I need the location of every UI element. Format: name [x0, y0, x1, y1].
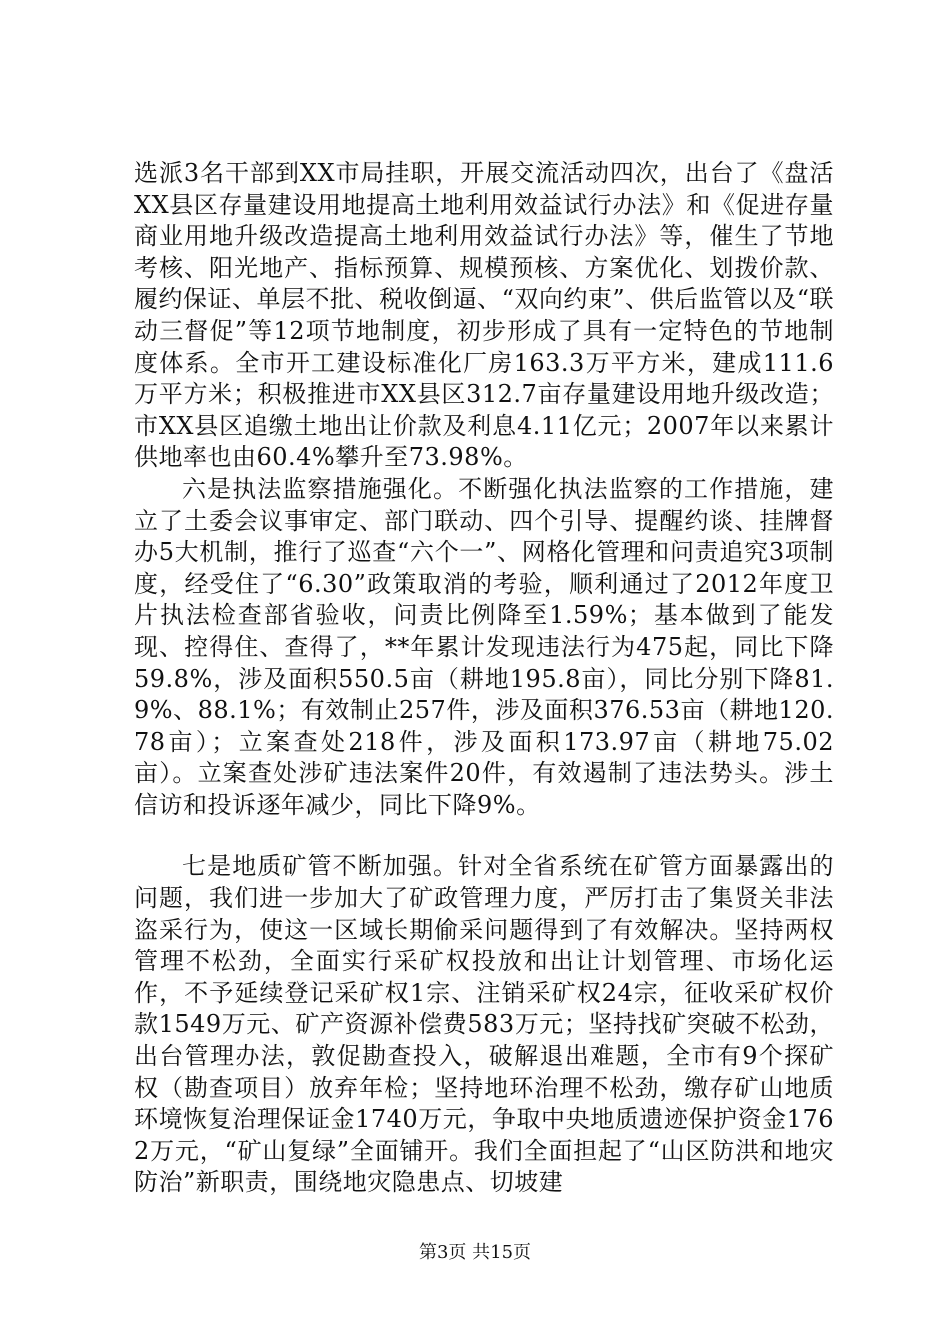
paragraph-law-enforcement: 六是执法监察措施强化。不断强化执法监察的工作措施，建立了土委会议事审定、部门联动、四个引导、提醒约谈、挂牌督办5大机制，推行了巡查“六个一”、网格化管理和问责追究3项制度，经受住了“6.30”政策取消的考验，顺利通过了2012年度卫片执法检查部省验收，问责比例降至1.59%；基本做到了能发现、控得住、查得了，**年累计发现违法行为475起，同比下降59.8%，涉及面积550.5亩（耕地195.8亩），同比分别下降81.9%、88.1%；有效制止257件，涉及面积376.53亩（耕地120.78亩）；立案查处218件，涉及面积173.97亩（耕地75.02亩）。立案查处涉矿违法案件20件，有效遏制了违法势头。涉土信访和投诉逐年减少，同比下降9%。	[134, 474, 834, 819]
paragraph-spacer	[134, 821, 834, 851]
paragraph-land-saving: 选派3名干部到XX市局挂职，开展交流活动四次，出台了《盘活XX县区存量建设用地提高土地利用效益试行办法》和《促进存量商业用地升级改造提高土地利用效益试行办法》等，催生了节地考核、阳光地产、指标预算、规模预核、方案优化、划拨价款、履约保证、单层不批、税收倒逼、“双向约束”、供后监管以及“联动三督促”等12项节地制度，初步形成了具有一定特色的节地制度体系。全市开工建设标准化厂房163.3万平方米，建成111.6万平方米；积极推进市XX县区312.7亩存量建设用地升级改造；市XX县区追缴土地出让价款及利息4.11亿元；2007年以来累计供地率也由60.4%攀升至73.98%。	[134, 159, 834, 472]
paragraph-mineral-management: 七是地质矿管不断加强。针对全省系统在矿管方面暴露出的问题，我们进一步加大了矿政管理力度，严厉打击了集贤关非法盗采行为，使这一区域长期偷采问题得到了有效解决。坚持两权管理不松劲，全面实行采矿权投放和出让计划管理、市场化运作，不予延续登记采矿权1宗、注销采矿权24宗，征收采矿权价款1549万元、矿产资源补偿费583万元；坚持找矿突破不松劲，出台管理办法，敦促勘查投入，破解退出难题，全市有9个探矿权（勘查项目）放弃年检；坚持地环治理不松劲，缴存矿山地质环境恢复治理保证金1740万元，争取中央地质遗迹保护资金1762万元，“矿山复绿”全面铺开。我们全面担起了“山区防洪和地灾防治”新职责，围绕地灾隐患点、切坡建	[134, 852, 834, 1197]
page-footer: 第3页 共15页	[418, 1242, 532, 1263]
document-body	[134, 158, 834, 1199]
